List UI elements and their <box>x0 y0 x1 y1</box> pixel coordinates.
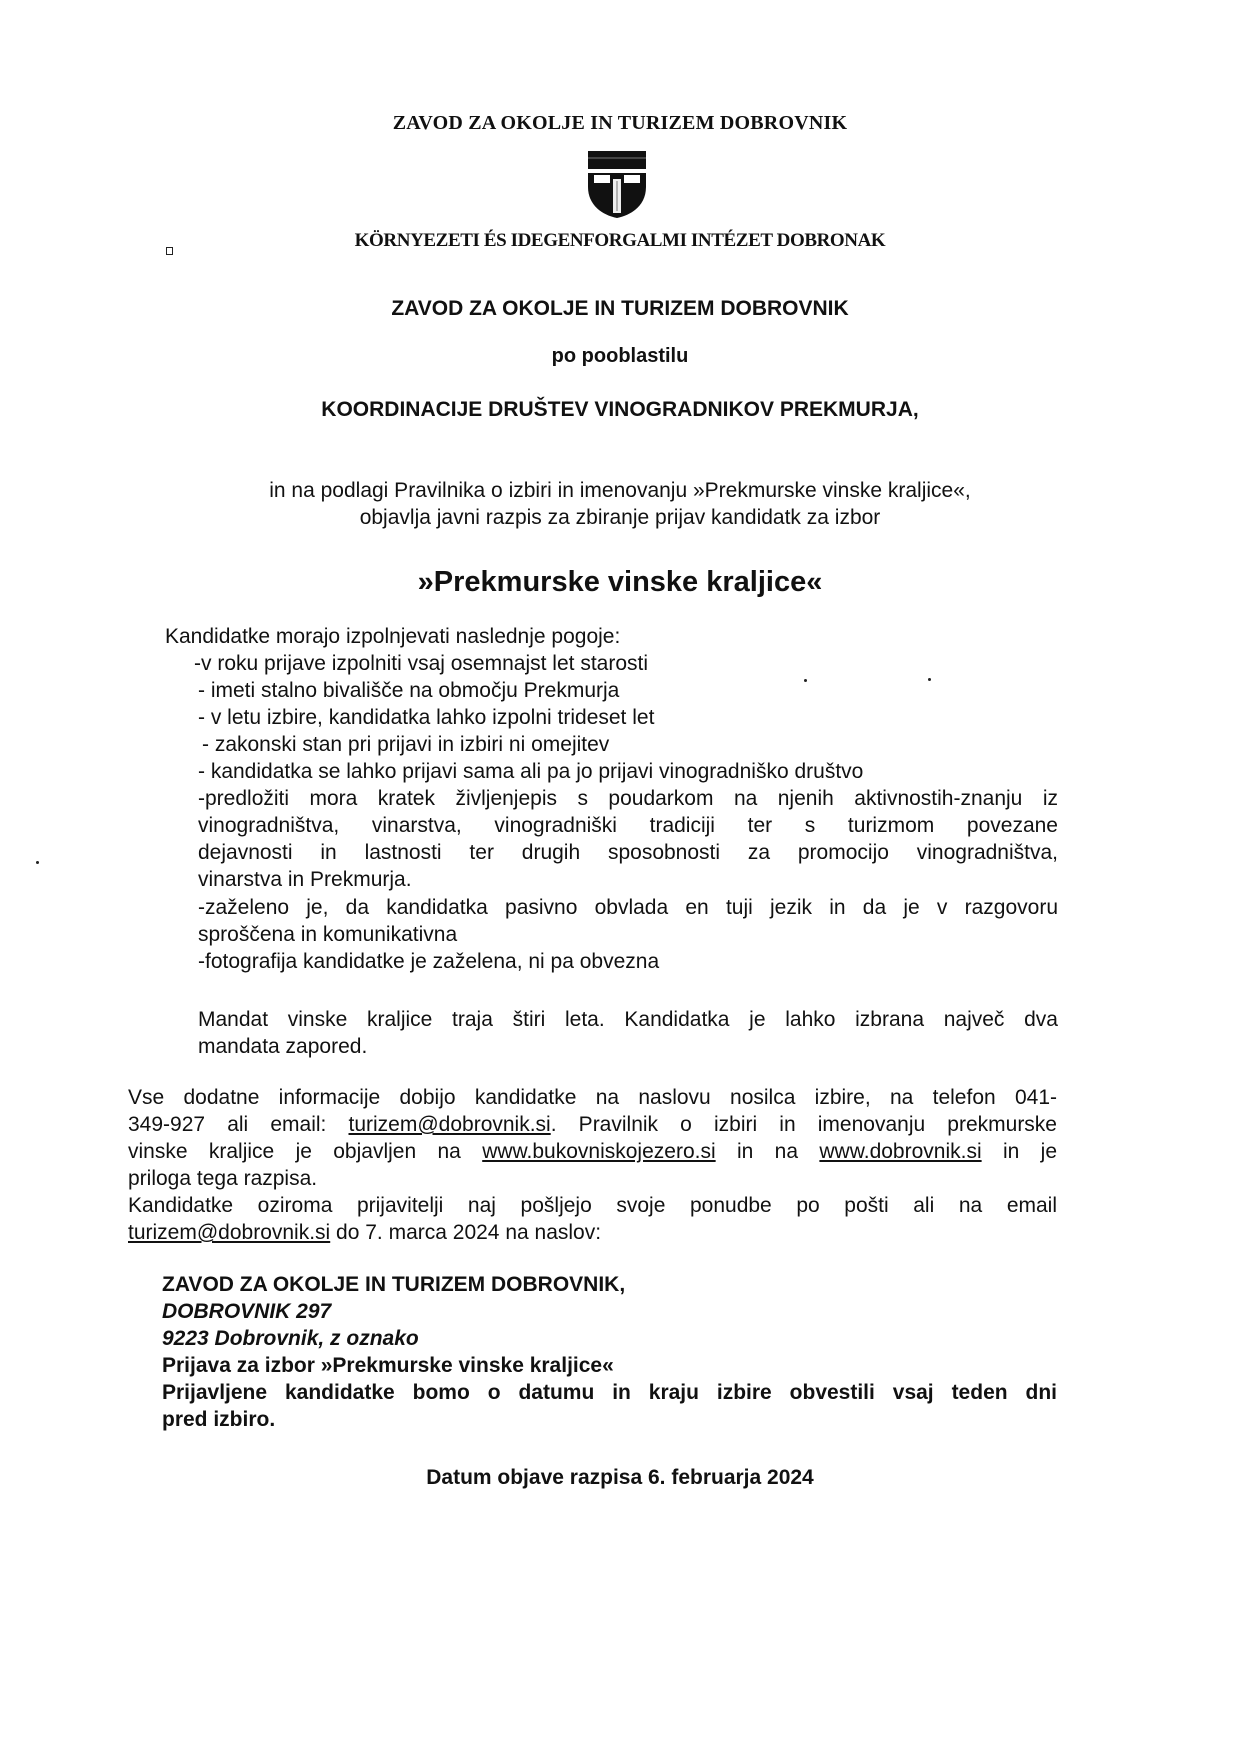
address-city: 9223 Dobrovnik, z oznako <box>162 1327 419 1350</box>
text-line: -zaželeno je, da kandidatka pasivno obvlada en tuji jezik in da je v razgovoru <box>198 896 1058 919</box>
address-street: DOBROVNIK 297 <box>162 1300 332 1323</box>
cv-requirement <box>198 785 1058 893</box>
address-block <box>162 1271 1057 1433</box>
list-item: - zakonski stan pri prijavi in izbiri ni omejitev <box>202 733 610 756</box>
notice-line: Prijavljene kandidatke bomo o datumu in kraju izbire obvestili vsaj teden dni <box>162 1381 1057 1404</box>
language-requirement <box>198 894 1058 948</box>
intro-text <box>0 477 1240 531</box>
coat-of-arms-icon <box>584 149 650 219</box>
text-line <box>128 1219 1057 1246</box>
text-fragment: in na <box>715 1140 820 1163</box>
list-item: - kandidatka se lahko prijavi sama ali pa jo prijavi vinogradniško društvo <box>198 760 864 783</box>
mandate-paragraph <box>198 1006 1058 1060</box>
notice-line: pred izbiro. <box>162 1408 276 1431</box>
email-link[interactable]: turizem@dobrovnik.si <box>128 1221 331 1244</box>
text-line: mandata zapored. <box>198 1035 368 1058</box>
email-link[interactable]: turizem@dobrovnik.si <box>348 1113 551 1136</box>
application-label: Prijava za izbor »Prekmurske vinske kraljice« <box>162 1354 614 1377</box>
main-title: »Prekmurske vinske kraljice« <box>417 566 823 598</box>
text-line <box>128 1138 1057 1165</box>
text-line: Vse dodatne informacije dobijo kandidatke na naslovu nosilca izbire, na telefon 041- <box>128 1086 1057 1109</box>
publication-date: Datum objave razpisa 6. februarja 2024 <box>426 1466 814 1489</box>
text-line: dejavnosti in lastnosti ter drugih sposobnosti za promocijo vinogradništva, <box>198 841 1058 864</box>
text-line <box>128 1111 1057 1138</box>
list-item: - v letu izbire, kandidatka lahko izpolni trideset let <box>198 706 655 729</box>
scan-speck <box>804 679 807 682</box>
intro-line: in na podlagi Pravilnika o izbiri in imenovanju »Prekmurske vinske kraljice«, <box>269 479 971 502</box>
text-fragment: in je <box>981 1140 1058 1163</box>
address-org: ZAVOD ZA OKOLJE IN TURIZEM DOBROVNIK, <box>162 1273 626 1296</box>
text-line: vinarstva in Prekmurja. <box>198 868 412 891</box>
text-fragment: 349-927 ali email: <box>128 1113 349 1136</box>
header-org-name: ZAVOD ZA OKOLJE IN TURIZEM DOBROVNIK <box>392 112 848 134</box>
conditions-list <box>194 650 863 785</box>
photo-requirement: -fotografija kandidatke je zaželena, ni pa obvezna <box>198 950 660 973</box>
scan-speck <box>36 861 39 864</box>
text-line: Mandat vinske kraljice traja štiri leta. Kandidatka je lahko izbrana največ dva <box>198 1008 1058 1031</box>
text-line: vinogradništva, vinarstva, vinogradniški tradiciji ter s turizmom povezane <box>198 814 1058 837</box>
text-line: -predložiti mora kratek življenjepis s poudarkom na njenih aktivnostih-znanju iz <box>198 787 1058 810</box>
list-item: -v roku prijave izpolniti vsaj osemnajst let starosti <box>194 652 649 675</box>
intro-line: objavlja javni razpis za zbiranje prijav kandidatk za izbor <box>359 506 881 529</box>
text-fragment: do 7. marca 2024 na naslov: <box>330 1221 602 1244</box>
text-line: priloga tega razpisa. <box>128 1167 318 1190</box>
website-link-dobrovnik[interactable]: www.dobrovnik.si <box>819 1140 982 1163</box>
org-title: ZAVOD ZA OKOLJE IN TURIZEM DOBROVNIK <box>391 297 849 320</box>
text-line: Kandidatke oziroma prijavitelji naj pošljejo svoje ponudbe po pošti ali na email <box>128 1194 1057 1217</box>
authority-line: po pooblastilu <box>551 345 689 367</box>
text-fragment: . Pravilnik o izbiri in imenovanju prekmurske <box>550 1113 1057 1136</box>
text-fragment: vinske kraljice je objavljen na <box>128 1140 483 1163</box>
list-item: - imeti stalno bivališče na območju Prekmurja <box>198 679 620 702</box>
header-org-name-hungarian: KÖRNYEZETI ÉS IDEGENFORGALMI INTÉZET DOBRONAK <box>354 230 886 251</box>
scan-speck <box>928 678 931 681</box>
coordination-title: KOORDINACIJE DRUŠTEV VINOGRADNIKOV PREKMURJA, <box>321 398 919 421</box>
text-line: sproščena in komunikativna <box>198 923 458 946</box>
info-paragraph <box>128 1084 1057 1246</box>
conditions-lead: Kandidatke morajo izpolnjevati naslednje pogoje: <box>165 625 621 648</box>
website-link-bukovnisko[interactable]: www.bukovniskojezero.si <box>482 1140 716 1163</box>
